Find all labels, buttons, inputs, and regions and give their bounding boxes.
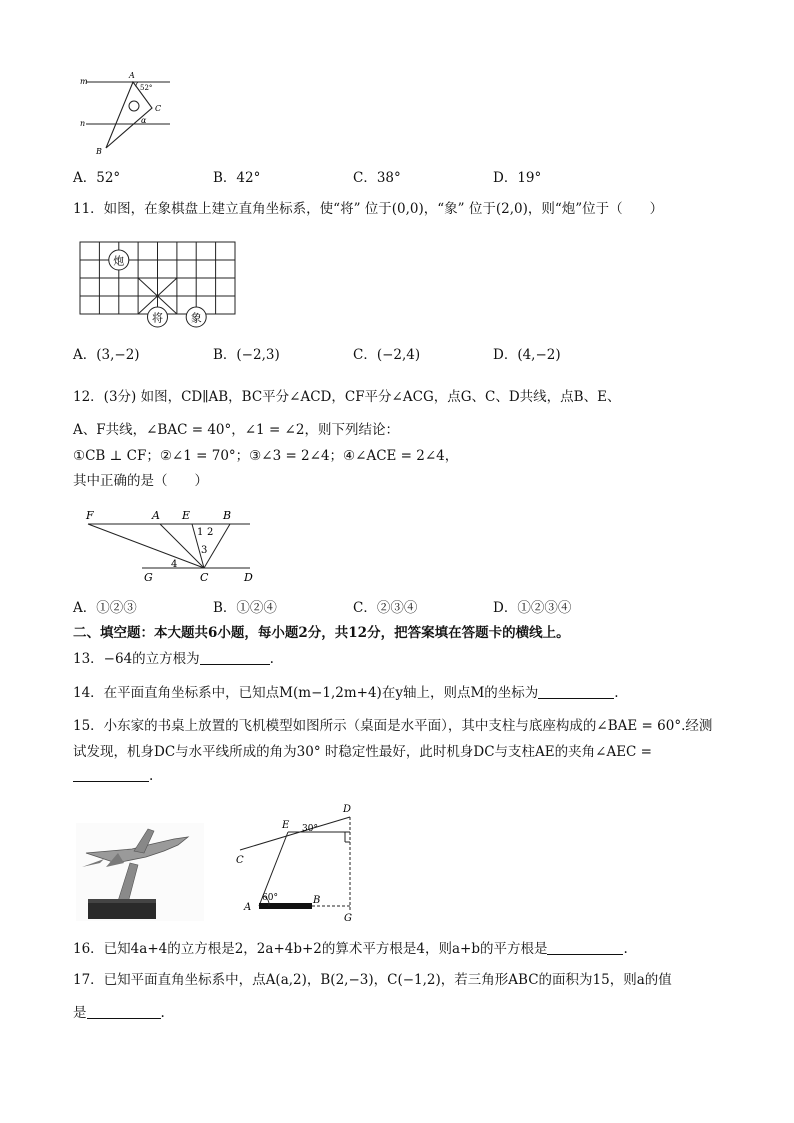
- q14-question: 14．在平面直角坐标系中，已知点M(m−1,2m+4)在y轴上，则点M的坐标为: [73, 685, 539, 701]
- q12-line1: 12．(3分) 如图，CD∥AB，BC平分∠ACD，CF平分∠ACG，点G、C、D共线，点B、E、: [73, 389, 621, 405]
- q11-question: 11．如图，在象棋盘上建立直角坐标系，使“将” 位于(0,0)，“象” 位于(2,0)，则“炮”位于（ ）: [73, 201, 664, 217]
- q15-figure: [226, 800, 366, 925]
- jiang-piece: [148, 307, 168, 327]
- q11-option-d[interactable]: D．(4,−2): [493, 347, 561, 363]
- q10-label-m: m: [80, 77, 88, 86]
- q15-answer-line: .: [73, 766, 153, 786]
- xiang-piece: [186, 307, 206, 327]
- q12-label-c: C: [200, 571, 209, 584]
- q12-option-d[interactable]: D．①②③④: [493, 600, 572, 616]
- q17-line1: 17．已知平面直角坐标系中，点A(a,2)，B(2,−3)，C(−1,2)，若三角形ABC的面积为15，则a的值: [73, 972, 672, 988]
- q10-option-a[interactable]: A．52°: [73, 170, 121, 186]
- q12-line2: A、F共线，∠BAC = 40°，∠1 = ∠2，则下列结论：: [73, 422, 399, 438]
- q15-label-b: B: [313, 895, 321, 906]
- q10-figure: [78, 68, 178, 156]
- q16-question: 16．已知4a+4的立方根是2，2a+4b+2的算术平方根是4，则a+b的平方根是: [73, 941, 548, 957]
- q12-label-b: B: [223, 509, 232, 522]
- pao-piece: [109, 250, 129, 270]
- q12-label-4: 4: [171, 559, 178, 570]
- q15-answer-blank[interactable]: [73, 767, 149, 782]
- q10-label-b: B: [96, 147, 102, 156]
- airplane-model-image: [76, 823, 204, 921]
- q14: 14．在平面直角坐标系中，已知点M(m−1,2m+4)在y轴上，则点M的坐标为 .: [73, 685, 619, 701]
- q12-label-d: D: [244, 571, 253, 584]
- q12-line4: 其中正确的是（ ）: [73, 473, 208, 489]
- q12-option-b[interactable]: B．①②④: [213, 600, 277, 616]
- q15-label-c: C: [236, 855, 244, 866]
- q13: 13．−64的立方根为 .: [73, 651, 274, 667]
- q10-label-alpha: α: [141, 116, 147, 125]
- pao-label: 炮: [113, 254, 125, 268]
- q10-option-c[interactable]: C．38°: [353, 170, 401, 186]
- q12-label-e: E: [182, 509, 191, 522]
- q10-label-angle: 52°: [140, 84, 153, 92]
- q10-label-c: C: [155, 104, 162, 113]
- q16-answer-blank[interactable]: [547, 940, 623, 955]
- q11-option-b[interactable]: B．(−2,3): [213, 347, 280, 363]
- q11-chessboard: [78, 240, 243, 332]
- q16: 16．已知4a+4的立方根是2，2a+4b+2的算术平方根是4，则a+b的平方根是 .: [73, 941, 628, 957]
- q13-answer-blank[interactable]: [200, 650, 270, 665]
- q12-line3: ①CB ⊥ CF；②∠1 = 70°；③∠3 = 2∠4；④∠ACE = 2∠4，: [73, 448, 459, 464]
- q10-label-a: A: [129, 71, 135, 80]
- q15-label-60: 60°: [262, 893, 278, 903]
- q15-label-d: D: [343, 804, 352, 815]
- q12-option-c[interactable]: C．②③④: [353, 600, 418, 616]
- q11-option-c[interactable]: C．(−2,4): [353, 347, 421, 363]
- q12-label-f: F: [86, 509, 94, 522]
- q15-label-e: E: [282, 820, 290, 831]
- q10-label-n: n: [80, 119, 86, 128]
- jiang-label: 将: [152, 311, 163, 325]
- q12-label-g: G: [144, 571, 153, 584]
- q11-option-a[interactable]: A．(3,−2): [73, 347, 140, 363]
- q12-label-a: A: [152, 509, 160, 522]
- q12-label-1: 1: [197, 527, 204, 538]
- q12-label-2: 2: [207, 527, 214, 538]
- q12-label-3: 3: [201, 545, 208, 556]
- xiang-label: 象: [190, 311, 202, 325]
- q15-label-g: G: [344, 913, 352, 924]
- q17-answer-blank[interactable]: [87, 1004, 161, 1019]
- q10-option-b[interactable]: B．42°: [213, 170, 261, 186]
- q15-label-30: 30°: [302, 824, 318, 834]
- q10-option-d[interactable]: D．19°: [493, 170, 542, 186]
- q13-question: 13．−64的立方根为: [73, 651, 200, 667]
- section2-heading: 二、填空题：本大题共6小题，每小题2分，共12分，把答案填在答题卡的横线上。: [73, 625, 570, 641]
- q15-label-a: A: [244, 902, 252, 913]
- q17-line2: 是 .: [73, 1005, 165, 1021]
- q12-figure: [80, 505, 270, 585]
- q12-option-a[interactable]: A．①②③: [73, 600, 137, 616]
- q14-answer-blank[interactable]: [538, 684, 614, 699]
- q15-line1: 15．小东家的书桌上放置的飞机模型如图所示（桌面是水平面），其中支柱与底座构成的∠BAE = 60°.经测: [73, 718, 713, 734]
- q15-line2: 试发现，机身DC与水平线所成的角为30° 时稳定性最好，此时机身DC与支柱AE的夹角∠AEC =: [73, 744, 652, 760]
